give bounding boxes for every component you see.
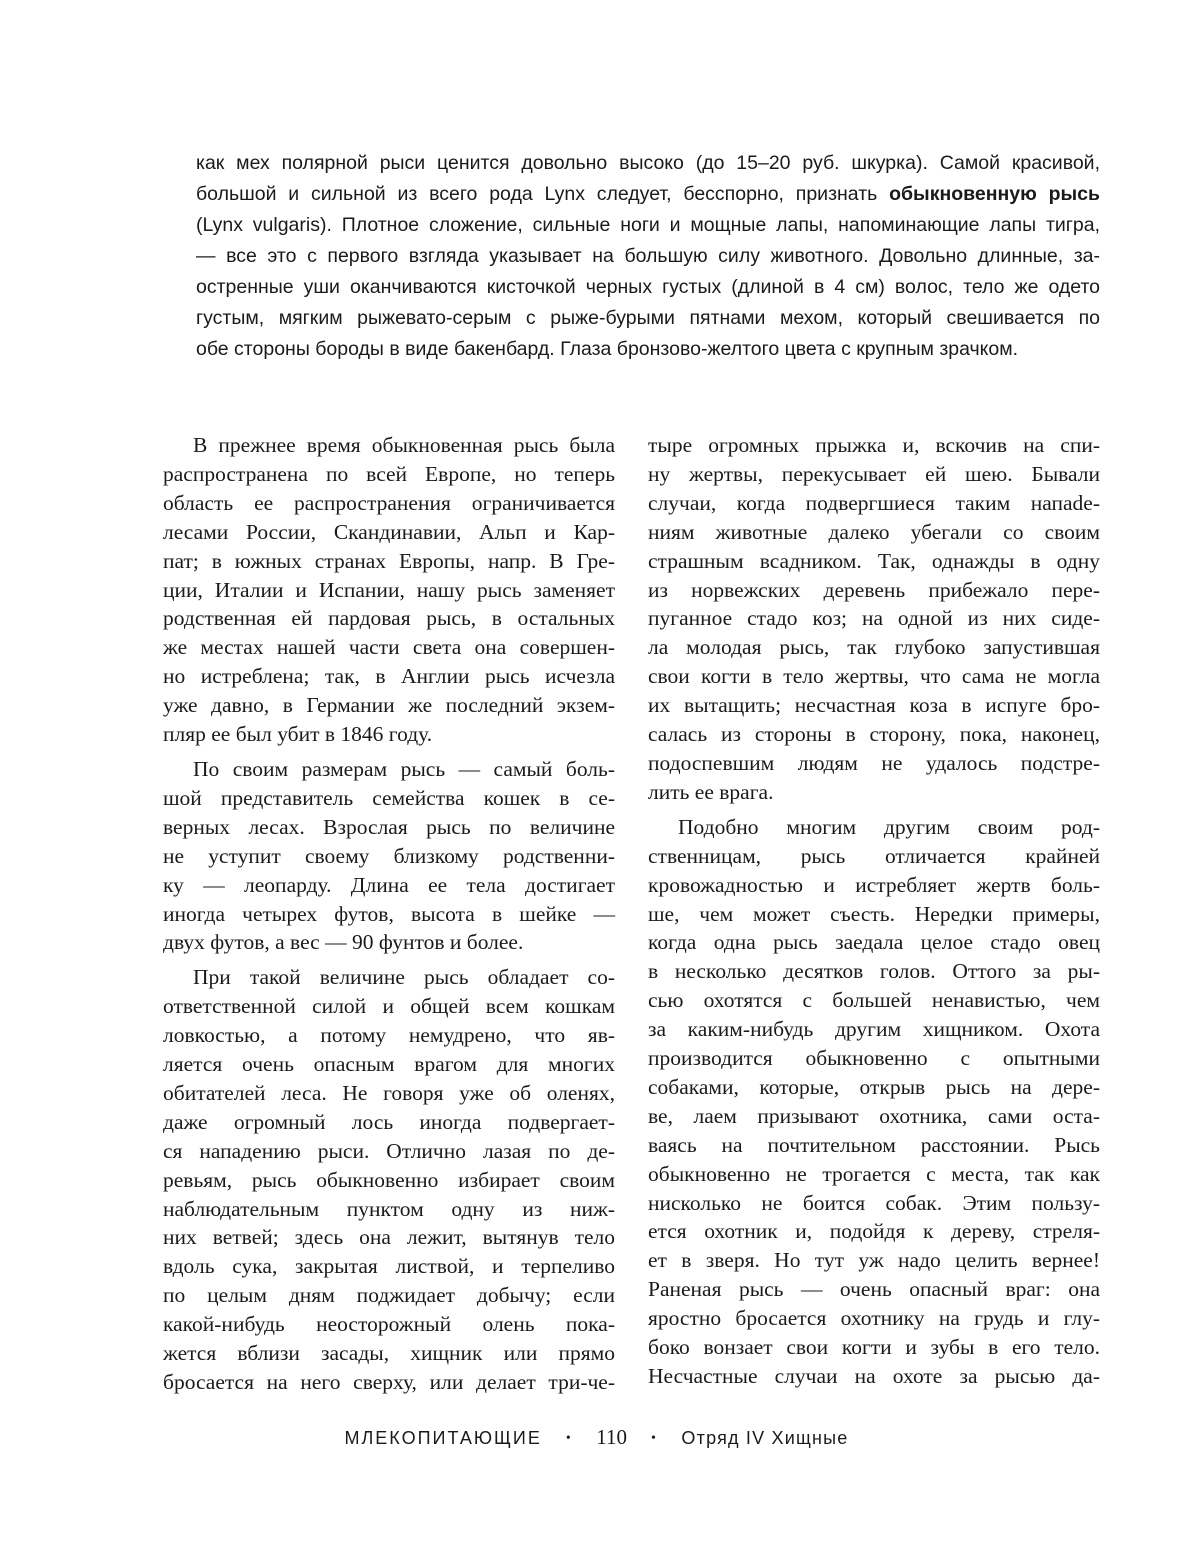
text-line: какой-нибудь неосторожный олень пока- bbox=[163, 1312, 615, 1337]
text-line: В прежнее время обыкновенная рысь была bbox=[193, 433, 615, 457]
text-line: пуганное стадо коз; на одной из них сиде- bbox=[648, 606, 1100, 631]
text-line: При такой величине рысь обладает со- bbox=[193, 965, 615, 990]
text-line: ственницам, рысь отличается крайней bbox=[648, 843, 1100, 868]
text-line: шой представитель семейства кошек в се- bbox=[163, 785, 615, 810]
text-line: тыре огромных прыжка и, вскочив на спи- bbox=[648, 433, 1100, 457]
text-line: же местах нашей части света она совершен- bbox=[163, 635, 615, 660]
text-line: ется охотник и, подойдя к дереву, стреля- bbox=[648, 1219, 1100, 1244]
text-line: Подобно многим другим своим род- bbox=[678, 814, 1100, 839]
separator-dot: • bbox=[651, 1431, 658, 1446]
text-line: не уступит своему близкому родственни- bbox=[163, 843, 615, 868]
text-line: верных лесах. Взрослая рысь по величине bbox=[163, 814, 615, 839]
section-title: МЛЕКОПИТАЮЩИЕ bbox=[344, 1428, 542, 1448]
text-line: страшным всадником. Так, однажды в одну bbox=[648, 548, 1100, 573]
text-line: яростно бросается охотнику на грудь и глу- bbox=[648, 1306, 1100, 1331]
text-line: лесами России, Скандинавии, Альп и Кар- bbox=[163, 519, 615, 544]
intro-line: обе стороны бороды в виде бакенбард. Глаза бронзово-желтого цвета с крупным зрачком. bbox=[196, 338, 1019, 360]
text-line: наблюдательным пунктом одну из ниж- bbox=[163, 1196, 615, 1221]
paragraph bbox=[648, 813, 1100, 1391]
text-line: но истреблена; так, в Англии рысь исчезла bbox=[163, 664, 615, 689]
intro-paragraph bbox=[196, 148, 1100, 365]
text-line: ответственной силой и общей всем кошкам bbox=[163, 994, 615, 1019]
text-line: Несчастные случаи на охоте за рысью да- bbox=[648, 1364, 1100, 1388]
text-line: уже давно, в Германии же последний экзем- bbox=[163, 693, 615, 718]
text-line: нисколько не боится собак. Этим пользу- bbox=[648, 1190, 1100, 1215]
text-line: свои когти в тело жертвы, что сама не могла bbox=[648, 664, 1100, 689]
text-line: даже огромный лось иногда подвергает- bbox=[163, 1109, 615, 1134]
paragraph bbox=[163, 963, 615, 1397]
text-line: боко вонзает свои когти и зубы в его тело. bbox=[648, 1335, 1100, 1360]
text-line: жется вблизи засады, хищник или прямо bbox=[163, 1341, 615, 1366]
text-line: обыкновенно не трогается с места, так как bbox=[648, 1161, 1100, 1186]
intro-line: густым, мягким рыжевато-серым с рыже-бурыми пятнами мехом, который свешивается по bbox=[196, 307, 1100, 329]
text-line: собаками, которые, открыв рысь на дере- bbox=[648, 1074, 1100, 1099]
separator-dot: • bbox=[565, 1431, 573, 1446]
text-line: родственная ей пардовая рысь, в остальных bbox=[163, 606, 615, 631]
page-footer bbox=[0, 1425, 1193, 1450]
text-line: Раненая рысь — очень опасный враг: она bbox=[648, 1277, 1100, 1302]
intro-line: как мех полярной рыси ценится довольно высоко (до 15–20 руб. шкурка). Самой красивой, bbox=[196, 152, 1100, 174]
text-line: из норвежских деревень прибежало пере- bbox=[648, 577, 1100, 602]
paragraph bbox=[163, 431, 615, 749]
text-line: за каким-нибудь другим хищником. Охота bbox=[648, 1017, 1100, 1042]
text-line: ся нападению рыси. Отлично лазая по де- bbox=[163, 1138, 615, 1163]
text-line: кровожадностью и истребляет жертв боль- bbox=[648, 872, 1100, 897]
text-line: лить ее врага. bbox=[648, 779, 774, 804]
text-line: вдоль сука, закрытая листвой, и терпеливо bbox=[163, 1254, 615, 1279]
text-line: ну жертвы, перекусывает ей шею. Бывали bbox=[648, 461, 1100, 486]
text-line: распространена по всей Европе, но теперь bbox=[163, 461, 615, 486]
text-line: область ее распространения ограничивается bbox=[163, 490, 615, 515]
text-line: подоспевшим людям не удалось подстре- bbox=[648, 750, 1100, 775]
intro-line-text: большой и сильной из всего рода Lynx следует, бесспорно, признать bbox=[196, 183, 890, 205]
text-line: ше, чем может съесть. Нередки примеры, bbox=[648, 901, 1100, 926]
text-line: бросается на него сверху, или делает три-че- bbox=[163, 1370, 615, 1394]
intro-line: (Lynx vulgaris). Плотное сложение, сильные ноги и мощные лапы, напоминающие лапы тигра, bbox=[196, 214, 1100, 236]
intro-line: — все это с первого взгляда указывает на большую силу животного. Довольно длинные, за- bbox=[196, 245, 1100, 267]
text-line: ку — леопарду. Длина ее тела достигает bbox=[163, 872, 615, 897]
paragraph bbox=[163, 755, 615, 957]
text-line: производится обыкновенно с опытными bbox=[648, 1046, 1100, 1071]
text-line: ревьям, рысь обыкновенно избирает своим bbox=[163, 1167, 615, 1192]
text-line: двух футов, а вес — 90 фунтов и более. bbox=[163, 930, 524, 955]
text-line: ет в зверя. Но тут уж надо целить вернее! bbox=[648, 1248, 1100, 1273]
text-line: них ветвей; здесь она лежит, вытянув тело bbox=[163, 1225, 615, 1250]
text-line: иногда четырех футов, высота в шейке — bbox=[163, 901, 615, 926]
text-line: ве, лаем призывают охотника, сами оста- bbox=[648, 1103, 1100, 1128]
text-line: пат; в южных странах Европы, напр. В Гре- bbox=[163, 548, 615, 573]
right-column bbox=[648, 431, 1100, 1397]
text-line: ции, Италии и Испании, нашу рысь заменяет bbox=[163, 577, 615, 602]
text-line: ла молодая рысь, так глубоко запустившая bbox=[648, 635, 1100, 660]
text-line: ваясь на почтительном расстоянии. Рысь bbox=[648, 1132, 1100, 1157]
text-line: пляр ее был убит в 1846 году. bbox=[163, 722, 433, 747]
text-line: случаи, когда подвергшиеся таким напade- bbox=[648, 490, 1100, 515]
left-column bbox=[163, 431, 615, 1403]
text-line: в несколько десятков голов. Оттого за ры- bbox=[648, 959, 1100, 984]
text-line: салась из стороны в сторону, пока, наконец, bbox=[648, 722, 1100, 747]
intro-line: остренные уши оканчиваются кисточкой черных густых (длиной в 4 см) волос, тело же одето bbox=[196, 276, 1100, 298]
text-line: ниям животные далеко убегали со своим bbox=[648, 519, 1100, 544]
bold-term: обыкновенную рысь bbox=[889, 183, 1100, 205]
text-line: ловкостью, а потому немудрено, что яв- bbox=[163, 1023, 615, 1048]
text-line: когда одна рысь заедала целое стадо овец bbox=[648, 930, 1100, 955]
text-line: по целым дням поджидает добычу; если bbox=[163, 1283, 615, 1308]
page-number: 110 bbox=[596, 1425, 628, 1449]
paragraph bbox=[648, 431, 1100, 807]
text-line: По своим размерам рысь — самый боль- bbox=[193, 756, 615, 781]
text-line: обитателей леса. Не говоря уже об оленях, bbox=[163, 1080, 615, 1105]
text-line: сью охотятся с большей ненавистью, чем bbox=[648, 988, 1100, 1013]
intro-line bbox=[196, 179, 1100, 210]
text-line: их вытащить; несчастная коза в испуге бро- bbox=[648, 693, 1100, 718]
text-line: ляется очень опасным врагом для многих bbox=[163, 1052, 615, 1077]
chapter-title: Отряд IV Хищные bbox=[681, 1428, 849, 1448]
